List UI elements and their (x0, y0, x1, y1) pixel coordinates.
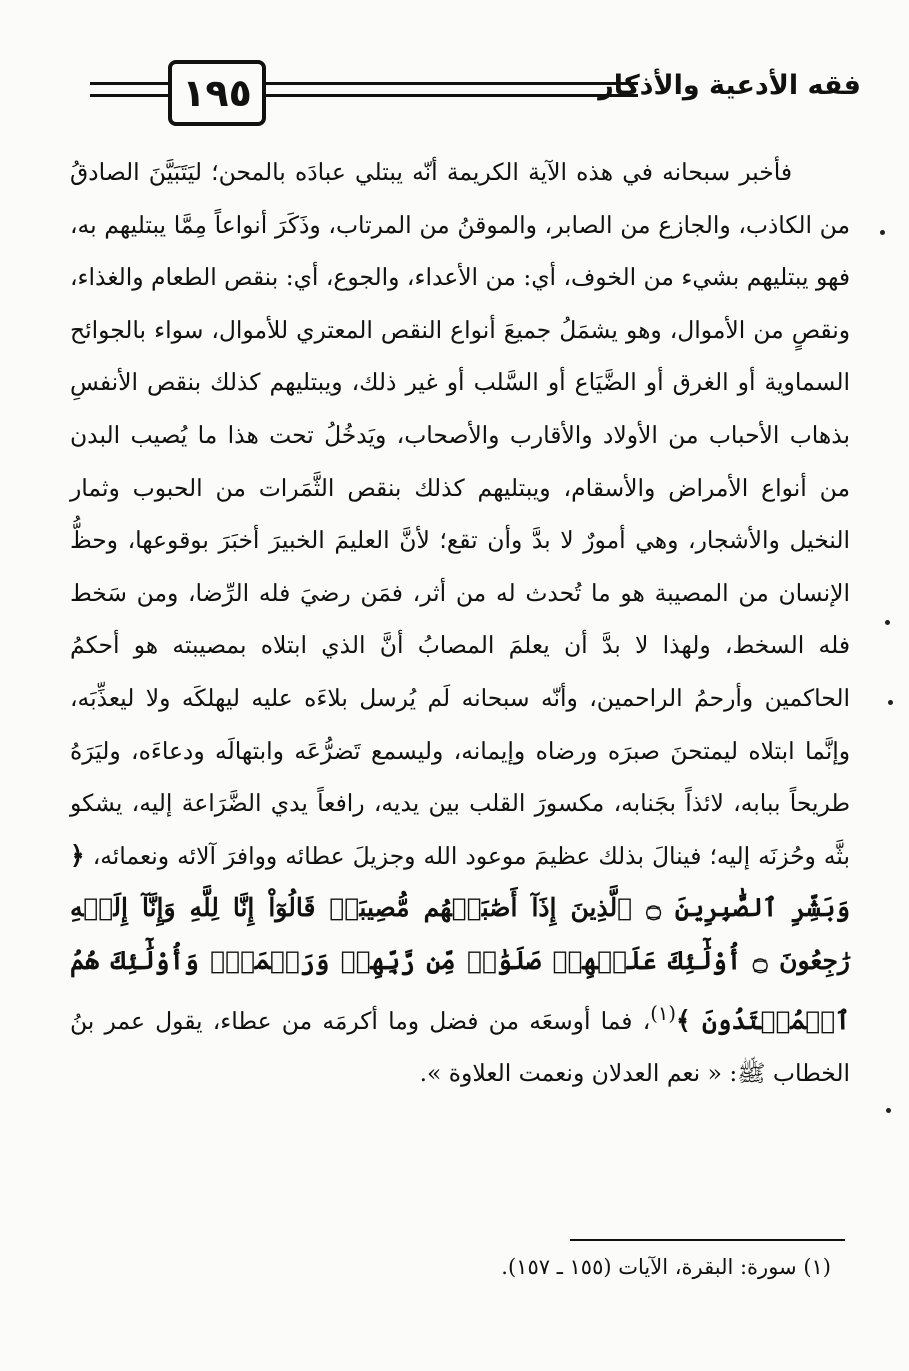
footnote: (١) سورة: البقرة، الآيات (١٥٥ ـ ١٥٧). (501, 1255, 831, 1279)
margin-speck (880, 230, 885, 235)
header-rule (90, 82, 175, 85)
margin-speck (886, 1108, 891, 1113)
footnote-separator (570, 1239, 845, 1241)
header-rule (90, 94, 175, 97)
margin-speck (885, 620, 890, 625)
main-text (70, 146, 850, 1099)
quran-verse: ﴿ وَبَشِّرِ ٱلصَّٰبِرِينَ ۝ ٱلَّذِينَ إِذَآ أَصَٰبَتۡهُم مُّصِيبَةٞ قَالُوٓاْ إِنَّا لِلَّهِ وَإِنَّآ إِلَيۡهِ رَٰجِعُونَ ۝ أُوْلَٰٓئِكَ عَلَيۡهِمۡ صَلَوَٰتٞ مِّن رَّبِّهِمۡ وَرَحۡمَةٞۖ وَأُوْلَٰٓئِكَ هُمُ ٱلۡمُهۡتَدُونَ ﴾ (70, 840, 850, 1035)
footnote-reference: (١) (650, 1001, 676, 1025)
header-rule (258, 82, 638, 85)
margin-speck (888, 700, 893, 705)
page-header (0, 0, 909, 140)
header-rule (258, 94, 638, 97)
page-number: ١٩٥ (168, 60, 266, 126)
paragraph (70, 146, 850, 1099)
running-title: فقه الأدعية والأذكار (598, 70, 861, 101)
paragraph-text: فأخبر سبحانه في هذه الآية الكريمة أنّه يبتلي عبادَه بالمحن؛ ليَتَبَيَّنَ الصادقُ من الكاذب، والجازع من الصابر، والموقنُ من المرتاب، وذَكَرَ أنواعاً مِمَّا يبتليهم به، فهو يبتليهم بشيء من الخوف، أي: من الأعداء، والجوع، أي: بنقص الطعام والغذاء، ونقصٍ من الأموال، وهو يشمَلُ جميعَ أنواع النقص المعتري للأموال، سواء بالجوائح السماوية أو الغرق أو الضَّيَاع أو السَّلب أو غير ذلك، ويبتليهم كذلك بنقص الأنفسِ بذهاب الأحباب من الأولاد والأقارب والأصحاب، ويَدخُلُ تحت هذا ما يُصيب البدن من أنواع الأمراض والأسقام، ويبتليهم كذلك بنقص الثَّمَرات من الحبوب وثمار النخيل والأشجار، وهي أمورٌ لا بدَّ وأن تقع؛ لأنَّ العليمَ الخبيرَ أخبَرَ بوقوعها، وحظُّ الإنسان من المصيبة هو ما تُحدث له من أثر، فمَن رضيَ فله الرِّضا، ومن سَخط فله السخط، ولهذا لا بدَّ أن يعلمَ المصابُ أنَّ الذي ابتلاه بمصيبته هو أحكمُ الحاكمين وأرحمُ الراحمين، وأنّه سبحانه لَم يُرسل بلاءَه عليه ليهلكَه ولا ليعذِّبَه، وإنَّما ابتلاه ليمتحنَ صبرَه ورضاه وإيمانه، وليسمع تَضرُّعَه وابتهالَه ودعاءَه، وليَرَهُ طريحاً ببابه، لائذاً بجَنابه، مكسورَ القلب بين يديه، رافعاً يدي الضَّرَاعة إليه، يشكو بثَّه وحُزنَه إليه؛ فينالَ بذلك عظيمَ موعود الله وجزيلَ عطائه ووافرَ آلائه ونعمائه، (70, 158, 850, 870)
paragraph-text-end: ، فما أوسعَه من فضل وما أكرمَه من عطاء، يقول عمر بنُ الخطاب ﷺ: « نعم العدلان ونعمت العلاوة ». (70, 1006, 850, 1087)
